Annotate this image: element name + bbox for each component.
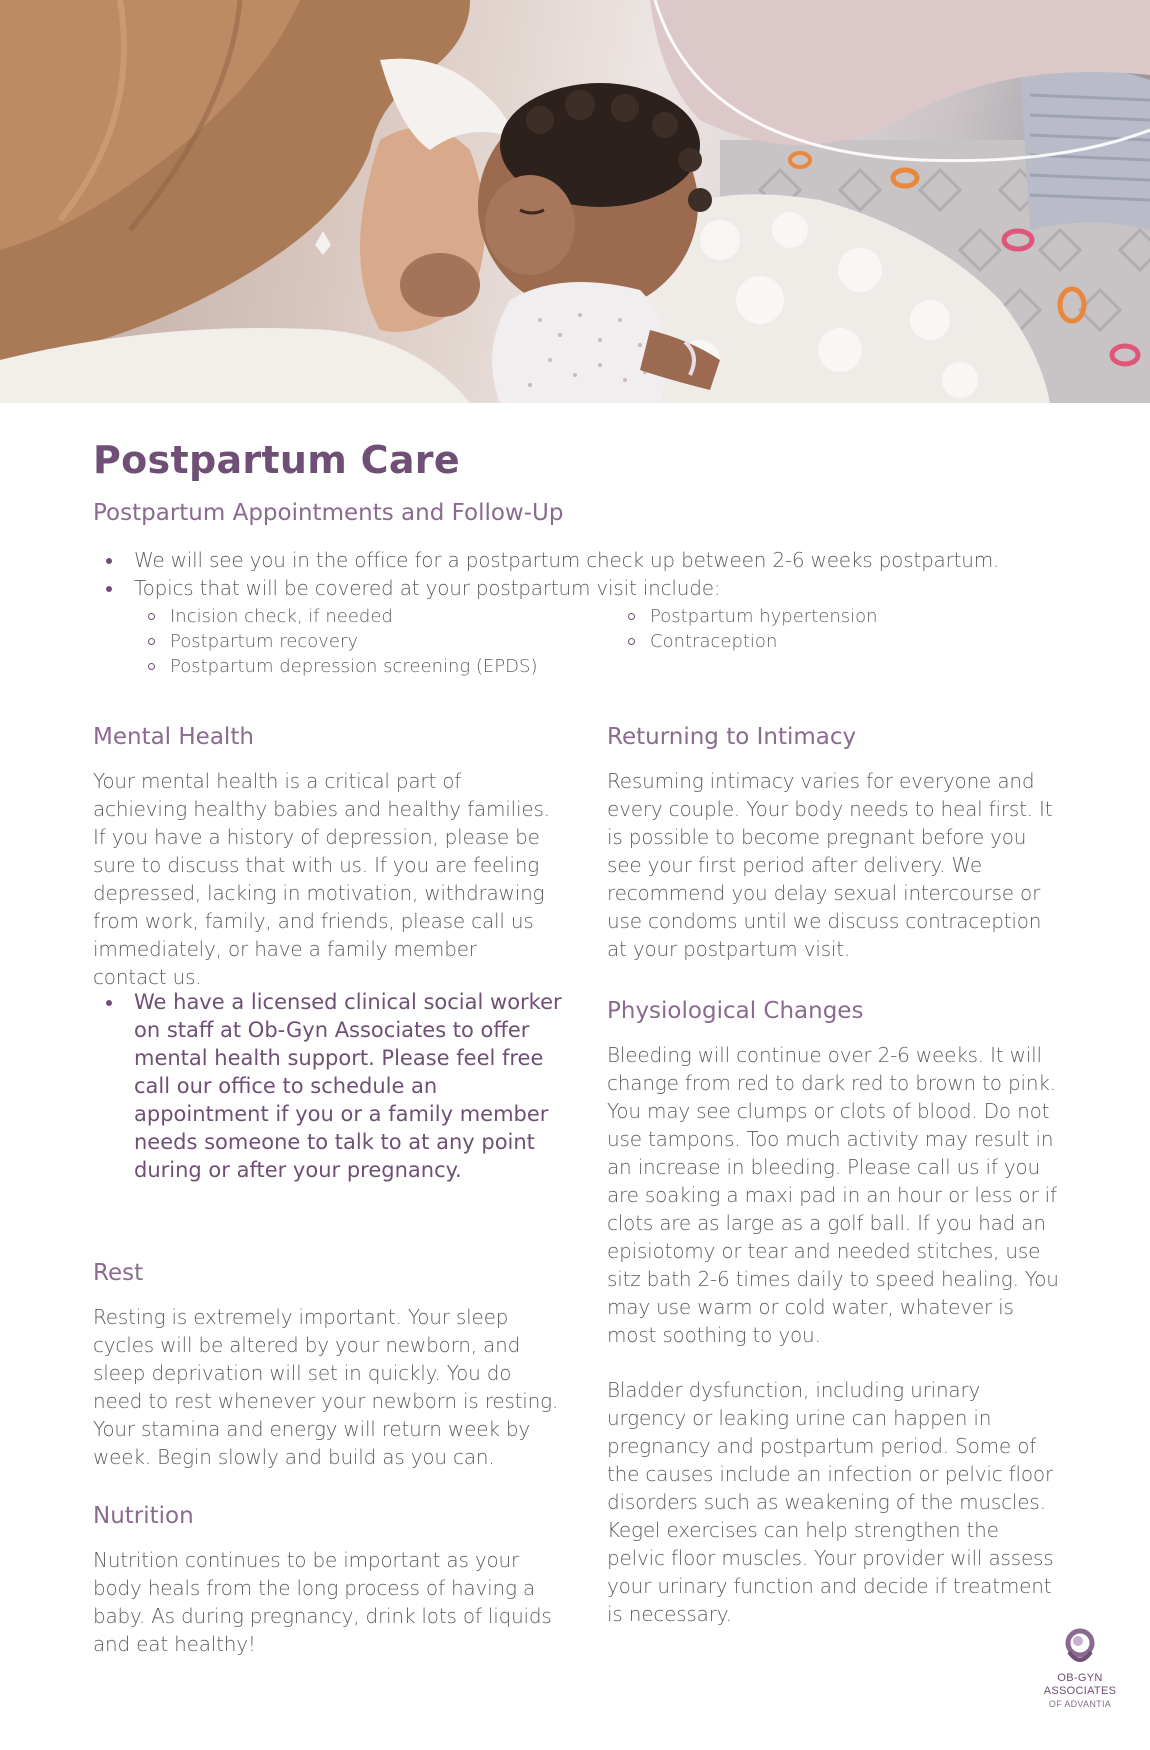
mental-health-callout	[104, 988, 564, 1184]
ob-gyn-associates-logo-icon	[1061, 1628, 1099, 1668]
page-title: Postpartum Care	[93, 438, 460, 482]
hero-photo	[0, 0, 1150, 403]
mental-health-body: Your mental health is a critical part of achieving healthy babies and healthy families. If you have a history of depression, please be sure to discuss that with us. If you are feeling depressed, lacking in motivation, withdrawing from work, family, and friends, please call us immediately, or have a family member contact us.	[93, 769, 550, 989]
list-item: Incision check, if needed	[143, 604, 603, 629]
nutrition-body: Nutrition continues to be important as your body heals from the long process of having a baby. As during pregnancy, drink lots of liquids and eat healthy!	[93, 1548, 552, 1656]
intimacy-heading: Returning to Intimacy	[607, 724, 857, 750]
physiological-heading: Physiological Changes	[607, 998, 864, 1024]
intimacy-body: Resuming intimacy varies for everyone and every couple. Your body needs to heal first. It is possible to become pregnant before you see your first period after delivery. We recommend you delay sexual intercourse or use condoms until we discuss contraception at your postpartum visit.	[607, 769, 1053, 961]
callout-text: We have a licensed clinical social worker on staff at Ob-Gyn Associates to offer mental health support. Please feel free call our office to schedule an appointment if you or a family member needs someone to talk to at any point during or after your pregnancy.	[104, 988, 564, 1184]
topics-list-right	[623, 604, 1023, 654]
nutrition-heading: Nutrition	[93, 1503, 194, 1529]
logo-line-3: OF ADVANTIA	[1048, 1699, 1112, 1709]
list-item: Topics that will be covered at your postpartum visit include:	[104, 574, 1064, 602]
topics-list-left	[143, 604, 603, 679]
logo-line-2: ASSOCIATES	[1043, 1685, 1117, 1697]
list-item: Postpartum depression screening (EPDS)	[143, 654, 603, 679]
list-item: We will see you in the office for a postpartum check up between 2-6 weeks postpartum.	[104, 546, 1064, 574]
list-item: Postpartum recovery	[143, 629, 603, 654]
physiological-body-bleeding: Bleeding will continue over 2-6 weeks. It will change from red to dark red to brown to pink. You may see clumps or clots of blood. Do not use tampons. Too much activity may result in an increase in bleeding. Please call us if you are soaking a maxi pad in an hour or less or if clots are as large as a golf ball. If you had an episiotomy or tear and needed stitches, use sitz bath 2-6 times daily to speed healing. You may use warm or cold water, whatever is most soothing to you.	[607, 1043, 1059, 1347]
rest-body: Resting is extremely important. Your sleep cycles will be altered by your newborn, and sleep deprivation will set in quickly. You do need to rest whenever your newborn is resting. Your stamina and energy will return week by week. Begin slowly and build as you can.	[93, 1305, 559, 1469]
mother-nursing-baby-photo	[0, 0, 1150, 403]
appointments-list	[104, 546, 1064, 602]
logo-line-1: OB-GYN	[1057, 1672, 1103, 1684]
physiological-body-bladder: Bladder dysfunction, including urinary urgency or leaking urine can happen in pregnancy and postpartum period. Some of the causes include an infection or pelvic floor disorders such as weakening of the muscles. Kegel exercises can help strengthen the pelvic floor muscles. Your provider will assess your urinary function and decide if treatment is necessary.	[607, 1378, 1054, 1626]
ob-gyn-associates-logo	[1030, 1628, 1130, 1711]
mental-health-heading: Mental Health	[93, 724, 254, 750]
list-item: Postpartum hypertension	[623, 604, 1023, 629]
rest-heading: Rest	[93, 1260, 144, 1286]
appointments-heading: Postpartum Appointments and Follow-Up	[93, 500, 564, 526]
list-item: Contraception	[623, 629, 1023, 654]
